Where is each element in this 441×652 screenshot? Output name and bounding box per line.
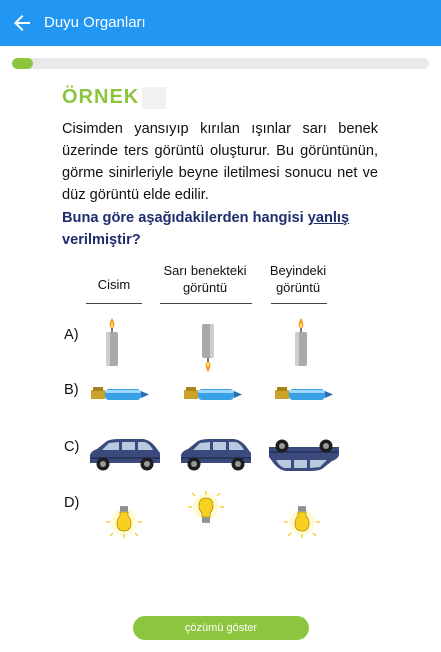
app-bar xyxy=(0,0,441,46)
pen-icon xyxy=(273,386,337,404)
page-title: Duyu Organları xyxy=(44,14,146,31)
heading-placeholder-box xyxy=(142,87,166,109)
car-inverted-icon xyxy=(266,437,342,473)
option-label-b[interactable]: B) xyxy=(64,382,79,398)
candle-icon xyxy=(289,316,313,368)
header-retina-image: Sarı benekteki görüntü xyxy=(163,263,247,295)
arrow-left-icon[interactable] xyxy=(10,11,34,35)
pen-icon xyxy=(182,386,246,404)
car-icon xyxy=(178,437,254,473)
header-object: Cisim xyxy=(97,277,131,292)
candle-inverted-icon xyxy=(196,322,220,374)
progress-fill xyxy=(12,58,33,69)
question-emphasis: yanlış xyxy=(307,210,350,226)
header-divider xyxy=(160,303,252,304)
show-solution-button[interactable]: çözümü göster xyxy=(133,616,309,640)
question-text xyxy=(62,207,380,251)
question-text-start: Buna göre aşağıdakilerden hangisi xyxy=(62,210,308,226)
car-icon xyxy=(87,437,163,473)
progress-bar xyxy=(12,58,429,69)
example-paragraph: Cisimden yansıyıp kırılan ışınlar sarı benek üzerinde ters görüntü oluşturur. Bu görüntünün, görme sinirleriyle beyne iletilmesi sonucu net ve düz görüntü elde edilir. xyxy=(62,121,378,203)
pen-icon xyxy=(89,386,153,404)
option-label-a[interactable]: A) xyxy=(64,327,79,343)
lightbulb-inverted-icon xyxy=(104,498,144,538)
lightbulb-inverted-icon xyxy=(282,498,322,538)
example-heading: ÖRNEK xyxy=(62,86,140,108)
header-brain-image: Beyindeki görüntü xyxy=(269,263,327,295)
lightbulb-icon xyxy=(186,491,226,531)
header-divider xyxy=(271,303,327,304)
question-text-end: verilmiştir? xyxy=(62,232,141,248)
option-label-d[interactable]: D) xyxy=(64,495,80,511)
candle-icon xyxy=(100,316,124,368)
option-label-c[interactable]: C) xyxy=(64,439,80,455)
header-divider xyxy=(86,303,142,304)
